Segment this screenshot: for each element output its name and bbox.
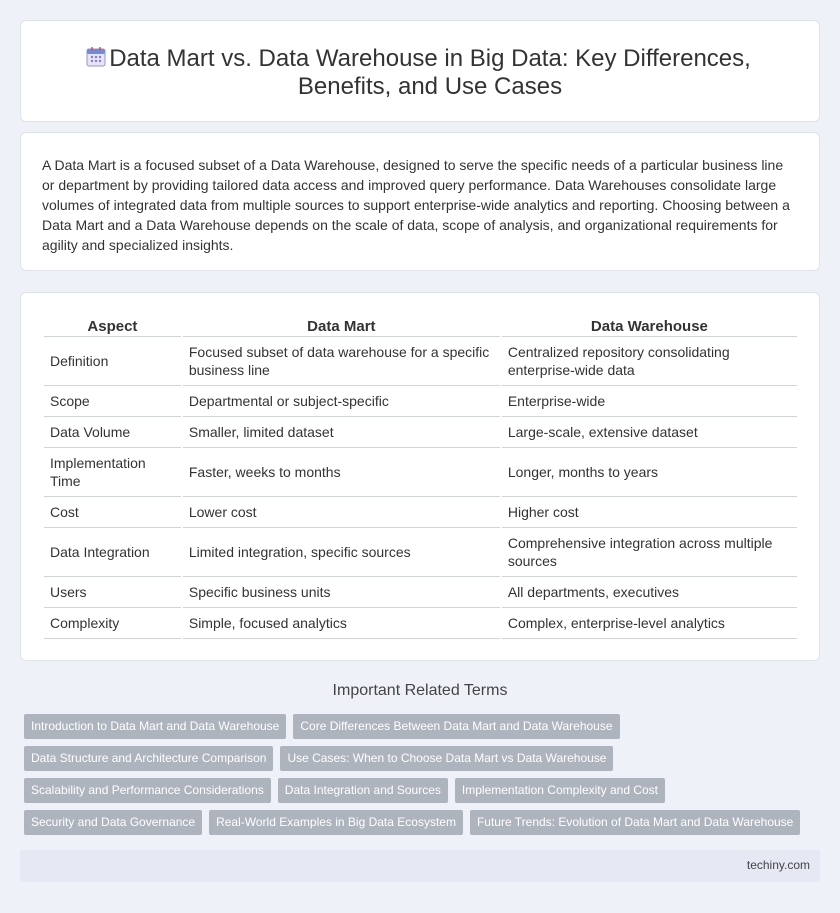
table-row: [44, 608, 797, 639]
related-term-link[interactable]: Use Cases: When to Choose Data Mart vs Data Warehouse: [280, 746, 613, 771]
aspect-cell: Definition: [44, 337, 181, 386]
data-mart-cell: Smaller, limited dataset: [183, 417, 500, 448]
aspect-cell: Scope: [44, 386, 181, 417]
aspect-cell: Users: [44, 577, 181, 608]
data-warehouse-cell: Enterprise-wide: [502, 386, 797, 417]
comparison-card: [20, 292, 820, 661]
table-row: [44, 448, 797, 497]
header-data-warehouse: Data Warehouse: [502, 317, 797, 337]
data-warehouse-cell: Complex, enterprise-level analytics: [502, 608, 797, 639]
site-name: techiny.com: [746, 858, 810, 872]
related-term-link[interactable]: Security and Data Governance: [24, 810, 202, 835]
data-mart-cell: Specific business units: [183, 577, 500, 608]
data-mart-cell: Departmental or subject-specific: [183, 386, 500, 417]
table-row: [44, 417, 797, 448]
footer: [20, 850, 820, 882]
aspect-cell: Complexity: [44, 608, 181, 639]
table-header-row: [44, 317, 797, 337]
data-mart-cell: Lower cost: [183, 497, 500, 528]
title-card: [20, 20, 820, 122]
related-terms-heading: Important Related Terms: [332, 682, 508, 699]
data-warehouse-cell: Longer, months to years: [502, 448, 797, 497]
table-row: [44, 577, 797, 608]
data-warehouse-cell: Comprehensive integration across multiple sources: [502, 528, 797, 577]
related-term-link[interactable]: Introduction to Data Mart and Data Warehouse: [24, 714, 286, 739]
table-row: [44, 497, 797, 528]
data-mart-cell: Focused subset of data warehouse for a specific business line: [183, 337, 500, 386]
header-aspect: Aspect: [44, 317, 181, 337]
related-terms-list: [24, 714, 804, 842]
related-term-link[interactable]: Implementation Complexity and Cost: [455, 778, 665, 803]
data-mart-cell: Faster, weeks to months: [183, 448, 500, 497]
table-row: [44, 386, 797, 417]
aspect-cell: Implementation Time: [44, 448, 181, 497]
header-data-mart: Data Mart: [183, 317, 500, 337]
related-term-link[interactable]: Data Integration and Sources: [278, 778, 448, 803]
related-term-link[interactable]: Core Differences Between Data Mart and Data Warehouse: [293, 714, 619, 739]
data-mart-cell: Limited integration, specific sources: [183, 528, 500, 577]
table-row: [44, 528, 797, 577]
related-term-link[interactable]: Real-World Examples in Big Data Ecosystem: [209, 810, 463, 835]
related-term-link[interactable]: Future Trends: Evolution of Data Mart and Data Warehouse: [470, 810, 800, 835]
table-row: [44, 337, 797, 386]
intro-card: [20, 132, 820, 271]
data-warehouse-cell: Large-scale, extensive dataset: [502, 417, 797, 448]
related-term-link[interactable]: Scalability and Performance Considerations: [24, 778, 271, 803]
intro-paragraph: A Data Mart is a focused subset of a Data Warehouse, designed to serve the specific needs of a particular business line or department by providing tailored data access and improved query performance. Data Warehouses consolidate large volumes of integrated data from multiple sources to support enterprise-wide analytics and reporting. Choosing between a Data Mart and a Data Warehouse depends on the scale of data, scope of analysis, and organizational requirements for agility and specialized insights.: [42, 157, 790, 253]
aspect-cell: Cost: [44, 497, 181, 528]
comparison-table: [42, 317, 799, 639]
data-warehouse-cell: Centralized repository consolidating enterprise-wide data: [502, 337, 797, 386]
data-warehouse-cell: All departments, executives: [502, 577, 797, 608]
data-mart-cell: Simple, focused analytics: [183, 608, 500, 639]
aspect-cell: Data Integration: [44, 528, 181, 577]
page-title: Data Mart vs. Data Warehouse in Big Data: Key Differences, Benefits, and Use Cases: [109, 45, 751, 100]
aspect-cell: Data Volume: [44, 417, 181, 448]
data-warehouse-cell: Higher cost: [502, 497, 797, 528]
related-term-link[interactable]: Data Structure and Architecture Comparison: [24, 746, 273, 771]
